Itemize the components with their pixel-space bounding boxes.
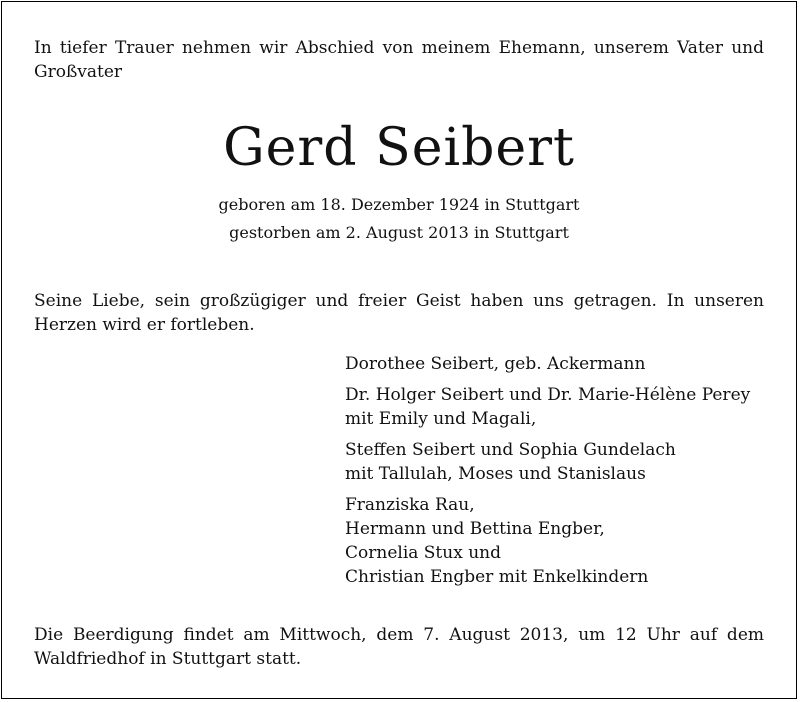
mourner-line: Dr. Holger Seibert und Dr. Marie-Hélène Perey (345, 385, 751, 405)
obituary-content (34, 2, 764, 698)
mourner-line: Cornelia Stux und (345, 543, 501, 563)
life-dates (34, 191, 764, 247)
mourner-line: Steffen Seibert und Sophia Gundelach (345, 440, 676, 460)
tribute-text: Seine Liebe, sein großzügiger und freier Geist haben uns getragen. In unseren Herzen wird er fortleben. (34, 291, 764, 335)
birth-date: geboren am 18. Dezember 1924 in Stuttgart (218, 195, 580, 214)
funeral-notice: Die Beerdigung findet am Mittwoch, dem 7. August 2013, um 12 Uhr auf dem Waldfriedhof in Stuttgart statt. (34, 625, 764, 669)
mourner-line: Franziska Rau, (345, 495, 475, 515)
mourner-group (345, 438, 764, 486)
mourner-line: Dorothee Seibert, geb. Ackermann (345, 354, 646, 374)
obituary-frame (1, 1, 797, 699)
mourner-line: Christian Engber mit Enkelkindern (345, 567, 649, 587)
death-date: gestorben am 2. August 2013 in Stuttgart (229, 223, 569, 242)
mourner-line: Hermann und Bettina Engber, (345, 519, 605, 539)
mourner-line: mit Emily und Magali, (345, 409, 537, 429)
deceased-name: Gerd Seibert (223, 118, 575, 178)
mourner-line: mit Tallulah, Moses und Stanislaus (345, 464, 646, 484)
mourners-list (345, 352, 764, 596)
mourner-group (345, 493, 764, 589)
mourner-group (345, 352, 764, 376)
intro-text: In tiefer Trauer nehmen wir Abschied von meinem Ehemann, unserem Vater und Großvater (34, 38, 764, 82)
mourner-group (345, 383, 764, 431)
